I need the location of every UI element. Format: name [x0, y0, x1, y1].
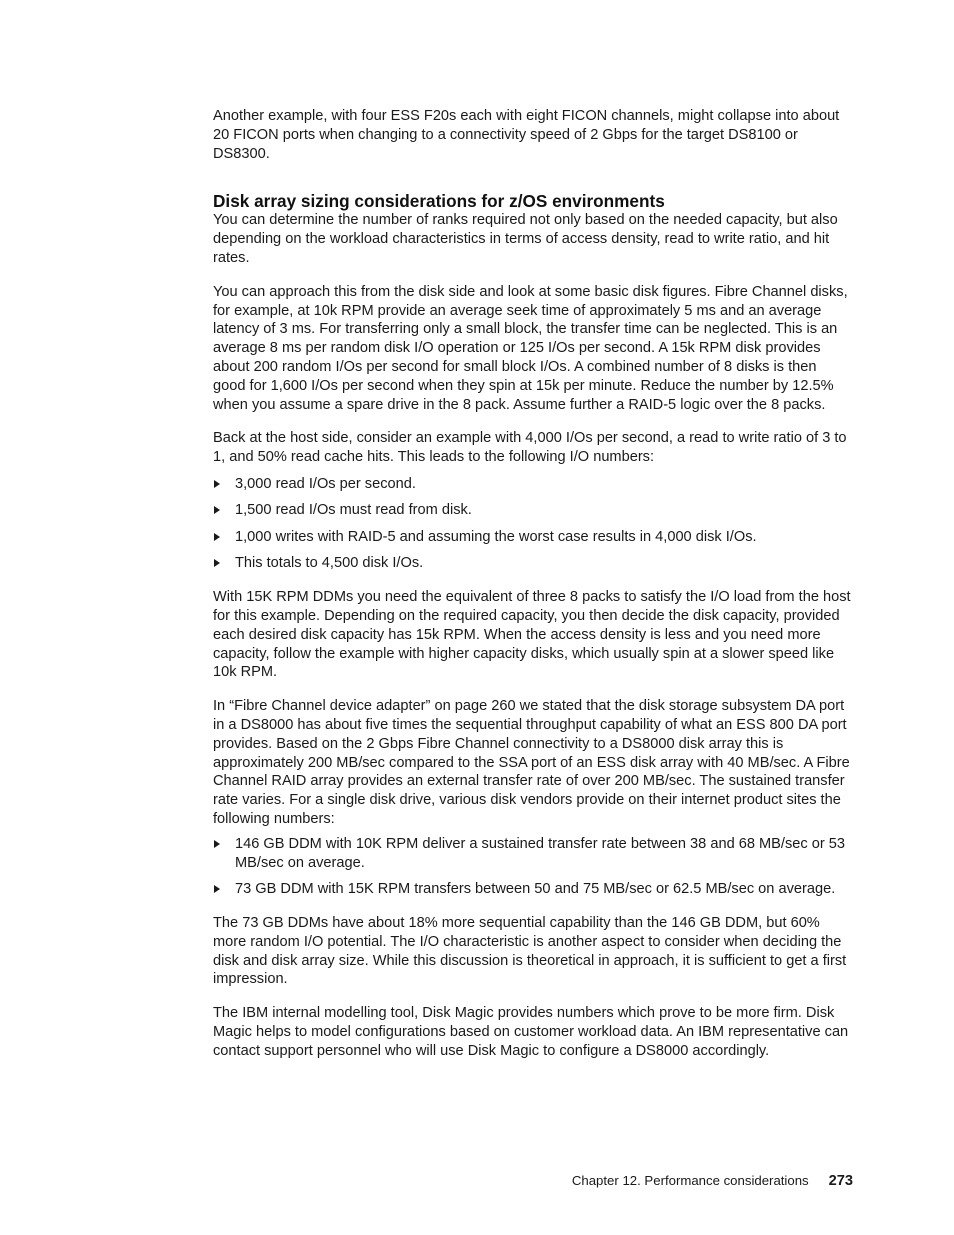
io-numbers-list — [213, 475, 853, 573]
body-paragraph-6: The 73 GB DDMs have about 18% more sequential capability than the 146 GB DDM, but 60% more random I/O potential. The I/O characteristic is another aspect to consider when deciding the disk and disk array size. While this discussion is theoretical in approach, it is sufficient to get a first impression. — [213, 915, 847, 988]
right-triangle-icon — [214, 559, 220, 567]
list-item: 3,000 read I/Os per second. — [213, 475, 853, 494]
body-paragraph-1: You can determine the number of ranks required not only based on the needed capacity, but also depending on the workload characteristics in terms of access density, read to write ratio, and hit rates. — [213, 212, 838, 266]
body-paragraph-2: You can approach this from the disk side and look at some basic disk figures. Fibre Channel disks, for example, at 10k RPM provide an average seek time of approximately 5 ms and an average latency of 3 ms. For transferring only a small block, the transfer time can be neglected. This is an average 8 ms per random disk I/O operation or 125 I/Os per second. A 15k RPM disk provides about 200 random I/Os per second for small block I/Os. A combined number of 8 disks is then good for 1,600 I/Os per second when they spin at 15k per minute. Reduce the number by 12.5% when you assume a spare drive in the 8 pack. Assume further a RAID-5 logic over the 8 packs. — [213, 283, 848, 413]
right-triangle-icon — [214, 480, 220, 488]
body-paragraph-3: Back at the host side, consider an example with 4,000 I/Os per second, a read to write ratio of 3 to 1, and 50% read cache hits. This leads to the following I/O numbers: — [213, 430, 847, 466]
page-content — [213, 107, 853, 1061]
body-paragraph-7: The IBM internal modelling tool, Disk Magic provides numbers which prove to be more firm. Disk Magic helps to model configurations based on customer workload data. An IBM representative can contact support personnel who will use Disk Magic to configure a DS8000 accordingly. — [213, 1005, 849, 1059]
page-footer — [572, 1173, 853, 1189]
list-item: 73 GB DDM with 15K RPM transfers between 50 and 75 MB/sec or 62.5 MB/sec on average. — [213, 880, 853, 899]
list-item: This totals to 4,500 disk I/Os. — [213, 554, 853, 573]
body-paragraph-5 — [213, 697, 853, 829]
cross-reference-text: In “Fibre Channel device adapter” on page 260 we stated that the disk storage subsystem DA port in a DS8000 has about five times the sequential throughput capability of what an ESS 800 DA port provides. Based on the 2 Gbps Fibre Channel connectivity to a DS8000 disk array this is approximately 200 MB/sec compared to the SSA port of an ESS disk array with 40 MB/sec. A Fibre Channel RAID array provides an external transfer rate of over 200 MB/sec. The sustained transfer rate varies. For a single disk drive, various disk vendors provide on their internet product sites the following numbers: — [213, 698, 850, 827]
list-item: 1,500 read I/Os must read from disk. — [213, 501, 853, 520]
right-triangle-icon — [214, 533, 220, 541]
chapter-title: Chapter 12. Performance considerations — [571, 1173, 809, 1188]
right-triangle-icon — [214, 840, 220, 848]
list-item: 1,000 writes with RAID-5 and assuming the worst case results in 4,000 disk I/Os. — [213, 528, 853, 547]
right-triangle-icon — [214, 885, 220, 893]
right-triangle-icon — [214, 506, 220, 514]
ddm-transfer-list — [213, 835, 853, 899]
page-number: 273 — [828, 1173, 853, 1189]
list-item: 146 GB DDM with 10K RPM deliver a sustained transfer rate between 38 and 68 MB/sec or 53 MB/sec on average. — [213, 835, 853, 873]
section-heading: Disk array sizing considerations for z/OS environments — [213, 191, 665, 212]
body-paragraph-4: With 15K RPM DDMs you need the equivalent of three 8 packs to satisfy the I/O load from the host for this example. Depending on the required capacity, you then decide the disk capacity, provided each desired disk capacity has 15k RPM. When the access density is less and you need more capacity, follow the example with higher capacity disks, which usually spin at a slower speed like 10k RPM. — [213, 589, 851, 681]
intro-paragraph: Another example, with four ESS F20s each with eight FICON channels, might collapse into about 20 FICON ports when changing to a connectivity speed of 2 Gbps for the target DS8100 or DS8300. — [213, 108, 840, 162]
